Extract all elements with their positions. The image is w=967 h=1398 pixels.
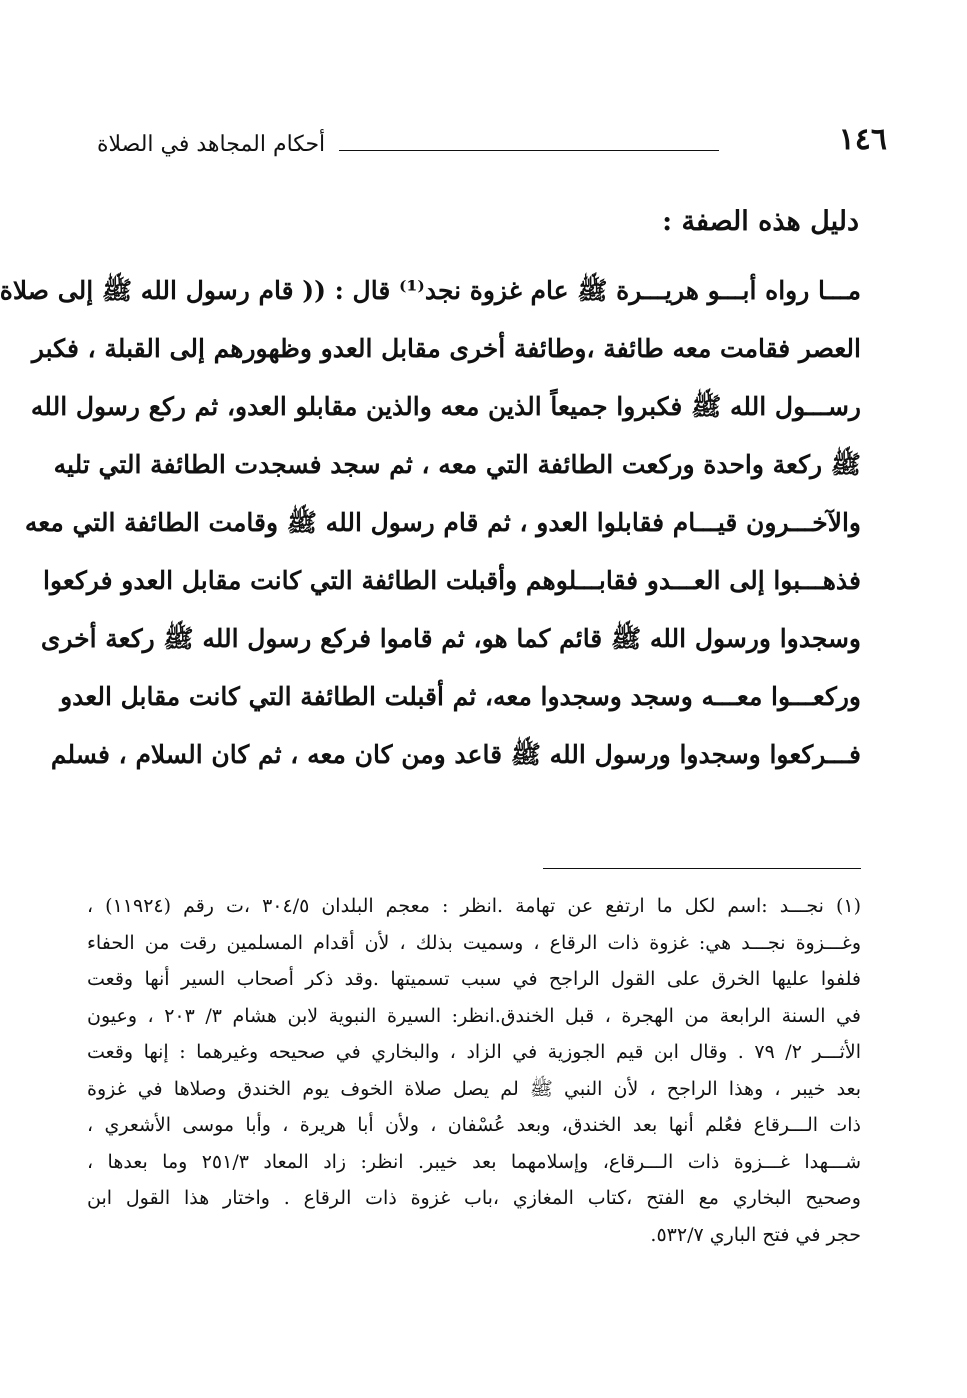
body-line: فذهـــبوا إلى العـــدو فقابـــلوهم وأقبلت الطائفة التي كانت مقابل العدو فركعوا: [43, 566, 861, 595]
footnote-line: (١) نجـــد :اسم لكل ما ارتفع عن تهامة .انظر : معجم البلدان ٣٠٤/٥ ،ت رقم (١١٩٢٤) ،: [87, 895, 862, 917]
body-line: وسجدوا ورسول الله ﷺ قائم كما هو، ثم قاموا فركع رسول الله ﷺ ركعة أخرى: [40, 624, 861, 653]
body-line: ﷺ ركعة واحدة وركعت الطائفة التي معه ، ثم سجد فسجدت الطائفة التي تليه: [53, 450, 861, 479]
running-title: أحكام المجاهد في الصلاة: [97, 132, 326, 157]
footnote-separator: [543, 868, 861, 869]
page-number: ١٤٦: [838, 122, 887, 157]
body-line: والآخـــرون قيـــام فقابلوا العدو ، ثم قام رسول الله ﷺ وقامت الطائفة التي معه: [24, 508, 861, 537]
footnote-line: وغـــزوة نجـــد هي: غزوة ذات الرقاع ، وسميت بذلك ، لأن أقدام المسلمين رقت من الحفاء: [87, 931, 862, 954]
footnote-line: ذات الـــرقاع فعُلم أنها بعد الخندق، وبعد عُسْفان ، ولأن أبا هريرة ، وأبا موسى الأشعري ،: [87, 1114, 861, 1136]
page-header: [89, 118, 887, 168]
header-rule: [339, 150, 719, 151]
body-line: فـــركعوا وسجدوا ورسول الله ﷺ قاعد ومن كان معه ، ثم كان السلام ، فسلم: [50, 740, 861, 769]
footnote-line: فلفوا عليها الخرق على القول الراجح في سبب تسميتها .وقد ذكر أصحاب السير أنها وقعت: [87, 968, 861, 990]
footnotes: [87, 888, 861, 1253]
footnote-line: بعد خيبر ، وهذا الراجح ، لأن النبي ﷺ لم يصل صلاة الخوف يوم الخندق وصلاها في غزوة: [87, 1077, 861, 1100]
body-text: [0, 262, 861, 784]
section-heading: دليل هذه الصفة :: [662, 206, 859, 237]
body-line: رســـول الله ﷺ فكبروا جميعاً الذين معه والذين مقابلو العدو، ثم ركع رسول الله: [30, 392, 861, 421]
footnote-line: الأثـــر ٢/ ٧٩ . وقال ابن قيم الجوزية في الزاد ، والبخاري في صحيحه وغيرهما : إنها وقعت: [87, 1041, 861, 1063]
body-line: وركعـــوا معـــه وسجد وسجدوا معه، ثم أقبلت الطائفة التي كانت مقابل العدو: [60, 682, 861, 711]
footnote-line: شـــهدا غـــزوة ذات الـــرقاع، وإسلامهما بعد خيبر. انظر: زاد المعاد ٢٥١/٣ وما بعدها ،: [87, 1150, 861, 1173]
body-line: مـــا رواه أبـــو هريـــرة ﷺ عام غزوة نجد⁽¹⁾ قال : (( قام رسول الله ﷺ إلى صلاة: [0, 276, 861, 305]
body-line: العصر فقامت معه طائفة ،وطائفة أخرى مقابل العدو وظهورهم إلى القبلة ، فكبر: [31, 334, 861, 363]
footnote-line: في السنة الرابعة من الهجرة ، قبل الخندق.انظر: السيرة النبوية لابن هشام ٣/ ٢٠٣ ، وعيون: [87, 1004, 861, 1027]
footnote-line: حجر في فتح الباري ٥٣٢/٧.: [650, 1223, 861, 1246]
footnote-line: وصحيح البخاري مع الفتح ،كتاب المغازي ،باب غزوة ذات الرقاع . واختار هذا القول ابن: [87, 1187, 861, 1209]
